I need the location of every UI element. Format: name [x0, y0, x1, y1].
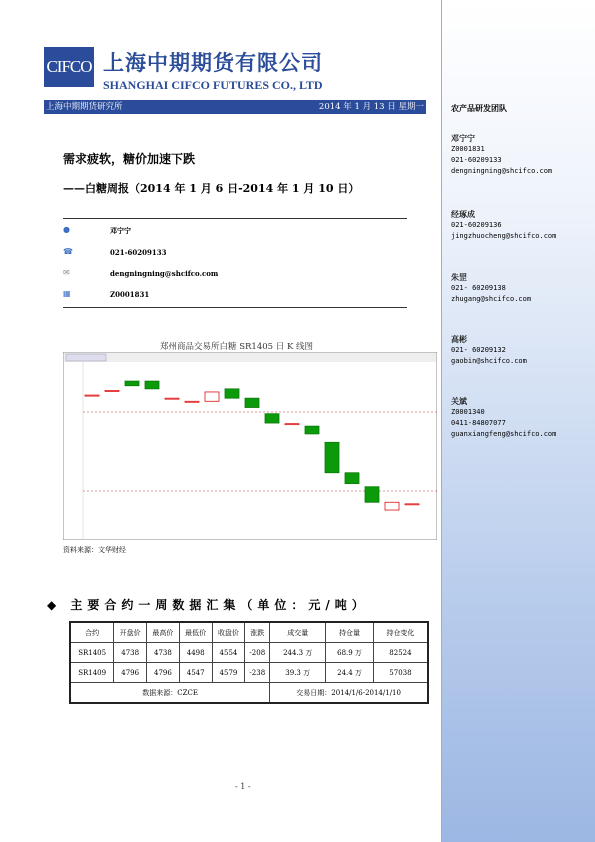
contract-data-table [69, 621, 429, 704]
table-cell: -208 [245, 643, 270, 663]
table-header-cell: 成交量 [270, 622, 326, 643]
company-logo: CIFCO [44, 47, 94, 87]
sidebar [441, 0, 595, 842]
contact-5: 关斌 Z0001340 0411-84807077 guanxiangfeng@shcifco.com [451, 397, 557, 438]
page-number: - 1 - [235, 782, 251, 791]
report-date: 2014 年 1 月 13 日 星期一 [318, 102, 424, 112]
table-header-cell: 涨跌 [245, 622, 270, 643]
candle-13 [345, 473, 359, 484]
table-header-cell: 最低价 [179, 622, 212, 643]
table-cell: 4796 [114, 663, 147, 683]
kline-chart [63, 352, 437, 540]
report-subtitle: ——白糖周报（2014 年 1 月 6 日-2014 年 1 月 10 日） [63, 182, 360, 195]
table-cell: 4579 [212, 663, 245, 683]
table-footer-date: 交易日期：2014/1/6-2014/1/10 [270, 683, 428, 704]
institute-name: 上海中期期货研究所 [46, 102, 123, 112]
id-card-icon: ▦ [63, 289, 71, 298]
table-header-cell: 持仓量 [326, 622, 374, 643]
table-cell: SR1409 [70, 663, 114, 683]
table-cell: 4738 [114, 643, 147, 663]
table-footer-source: 数据来源：CZCE [70, 683, 270, 704]
candle-7 [225, 389, 239, 398]
contact-5-email[interactable]: guanxiangfeng@shcifco.com [451, 430, 557, 438]
table-header-cell: 合约 [70, 622, 114, 643]
table-cell: SR1405 [70, 643, 114, 663]
candle-3 [145, 381, 159, 389]
table-cell: -238 [245, 663, 270, 683]
candle-9 [265, 414, 279, 423]
table-cell: 244.3 万 [270, 643, 326, 663]
contact-2-email[interactable]: jingzhuocheng@shcifco.com [451, 232, 557, 240]
table-footer-row [70, 683, 428, 704]
table-header-cell: 持仓变化 [373, 622, 428, 643]
chart-title: 郑州商品交易所白糖 SR1405 日 K 线图 [160, 342, 314, 352]
table-cell: 4738 [147, 643, 180, 663]
diamond-bullet-icon: ◆ [47, 598, 62, 612]
table-row [70, 663, 428, 683]
contact-1-email[interactable]: dengningning@shcifco.com [451, 167, 553, 175]
table-cell: 24.4 万 [326, 663, 374, 683]
person-icon: ● [63, 225, 70, 234]
section-title: ◆ 主要合约一周数据汇集（单位：元/吨） [47, 598, 369, 612]
table-header-cell: 开盘价 [114, 622, 147, 643]
table-row [70, 643, 428, 663]
table-cell: 4498 [179, 643, 212, 663]
author-box: ● 邓宁宁 ☎ 021-60209133 ✉ dengningning@shcifco.com ▦ Z0001831 [63, 218, 407, 308]
contact-2: 经琢成 021-60209136 jingzhuocheng@shcifco.com [451, 210, 557, 240]
company-name-cn: 上海中期期货有限公司 [103, 51, 323, 75]
phone-icon: ☎ [63, 247, 73, 256]
chart-source: 资料来源：文华财经 [63, 546, 126, 554]
candle-12 [325, 442, 339, 472]
candle-8 [245, 398, 259, 407]
contact-4-email[interactable]: gaobin@shcifco.com [451, 357, 527, 365]
candle-2 [125, 381, 139, 386]
table-header-cell: 最高价 [147, 622, 180, 643]
table-cell: 68.9 万 [326, 643, 374, 663]
company-name-en: SHANGHAI CIFCO FUTURES CO., LTD [103, 78, 323, 92]
candle-11 [305, 426, 319, 434]
table-cell: 39.3 万 [270, 663, 326, 683]
contact-3: 朱罡 021- 60209138 zhugang@shcifco.com [451, 273, 532, 303]
table-header-cell: 收盘价 [212, 622, 245, 643]
author-email[interactable]: dengningning@shcifco.com [110, 269, 219, 278]
table-cell: 4554 [212, 643, 245, 663]
table-cell: 4796 [147, 663, 180, 683]
contact-4: 高彬 021- 60209132 gaobin@shcifco.com [451, 335, 527, 365]
envelope-icon: ✉ [63, 268, 70, 277]
table-header-row [70, 622, 428, 643]
candle-14 [365, 487, 379, 503]
contact-3-email[interactable]: zhugang@shcifco.com [451, 295, 532, 303]
header-bar [44, 100, 426, 114]
team-title: 农产品研发团队 [451, 104, 507, 113]
report-title: 需求疲软，糖价加速下跌 [63, 152, 196, 166]
table-cell: 57038 [373, 663, 428, 683]
table-cell: 82524 [373, 643, 428, 663]
table-cell: 4547 [179, 663, 212, 683]
contact-1: 邓宁宁 Z0001831 021-60209133 dengningning@shcifco.com [451, 134, 553, 175]
